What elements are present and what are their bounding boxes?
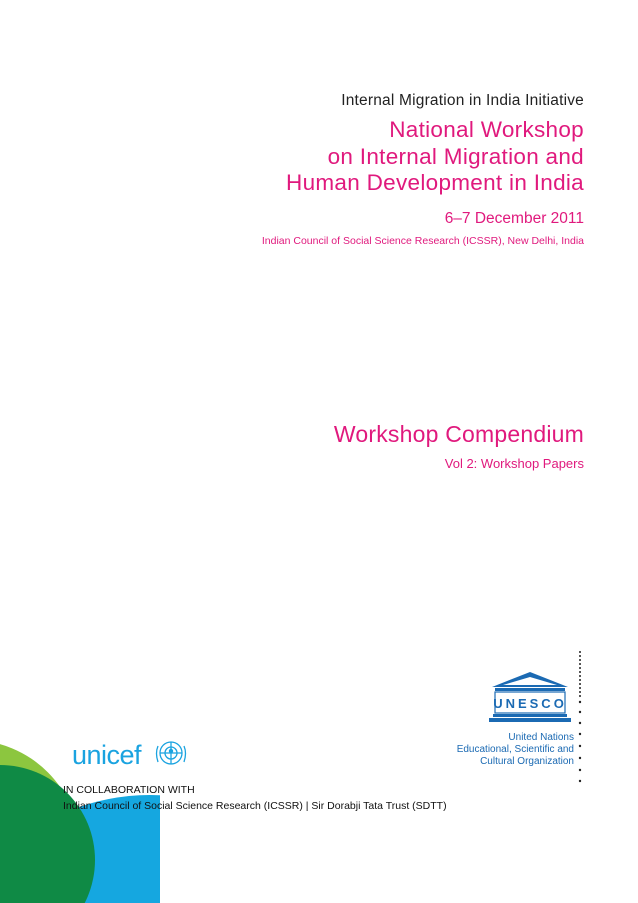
unicef-logo bbox=[72, 738, 192, 772]
workshop-title-line: on Internal Migration and bbox=[327, 143, 584, 169]
unicef-wordmark: unicef bbox=[72, 740, 142, 770]
dotted-rule bbox=[577, 650, 583, 785]
collaboration-heading: IN COLLABORATION WITH bbox=[63, 784, 195, 796]
unesco-name-line: Educational, Scientific and bbox=[456, 744, 574, 755]
unesco-name-line: Cultural Organization bbox=[480, 756, 574, 767]
collaboration-partners: Indian Council of Social Science Research (ICSSR) | Sir Dorabji Tata Trust (SDTT) bbox=[63, 800, 447, 812]
initiative-label: Internal Migration in India Initiative bbox=[341, 92, 584, 109]
workshop-title-line: National Workshop bbox=[389, 117, 584, 142]
compendium-title: Workshop Compendium bbox=[333, 421, 584, 447]
unesco-logo-text: UNESCO bbox=[493, 696, 567, 711]
unesco-name bbox=[457, 732, 574, 768]
workshop-title-line: Human Development in India bbox=[286, 170, 584, 195]
workshop-title bbox=[286, 117, 584, 197]
workshop-dates: 6–7 December 2011 bbox=[444, 210, 584, 227]
unesco-name-line: United Nations bbox=[508, 732, 574, 743]
workshop-venue: Indian Council of Social Science Research (ICSSR), New Delhi, India bbox=[261, 235, 584, 247]
volume-subtitle: Vol 2: Workshop Papers bbox=[444, 456, 584, 471]
unesco-temple-logo bbox=[489, 670, 571, 724]
